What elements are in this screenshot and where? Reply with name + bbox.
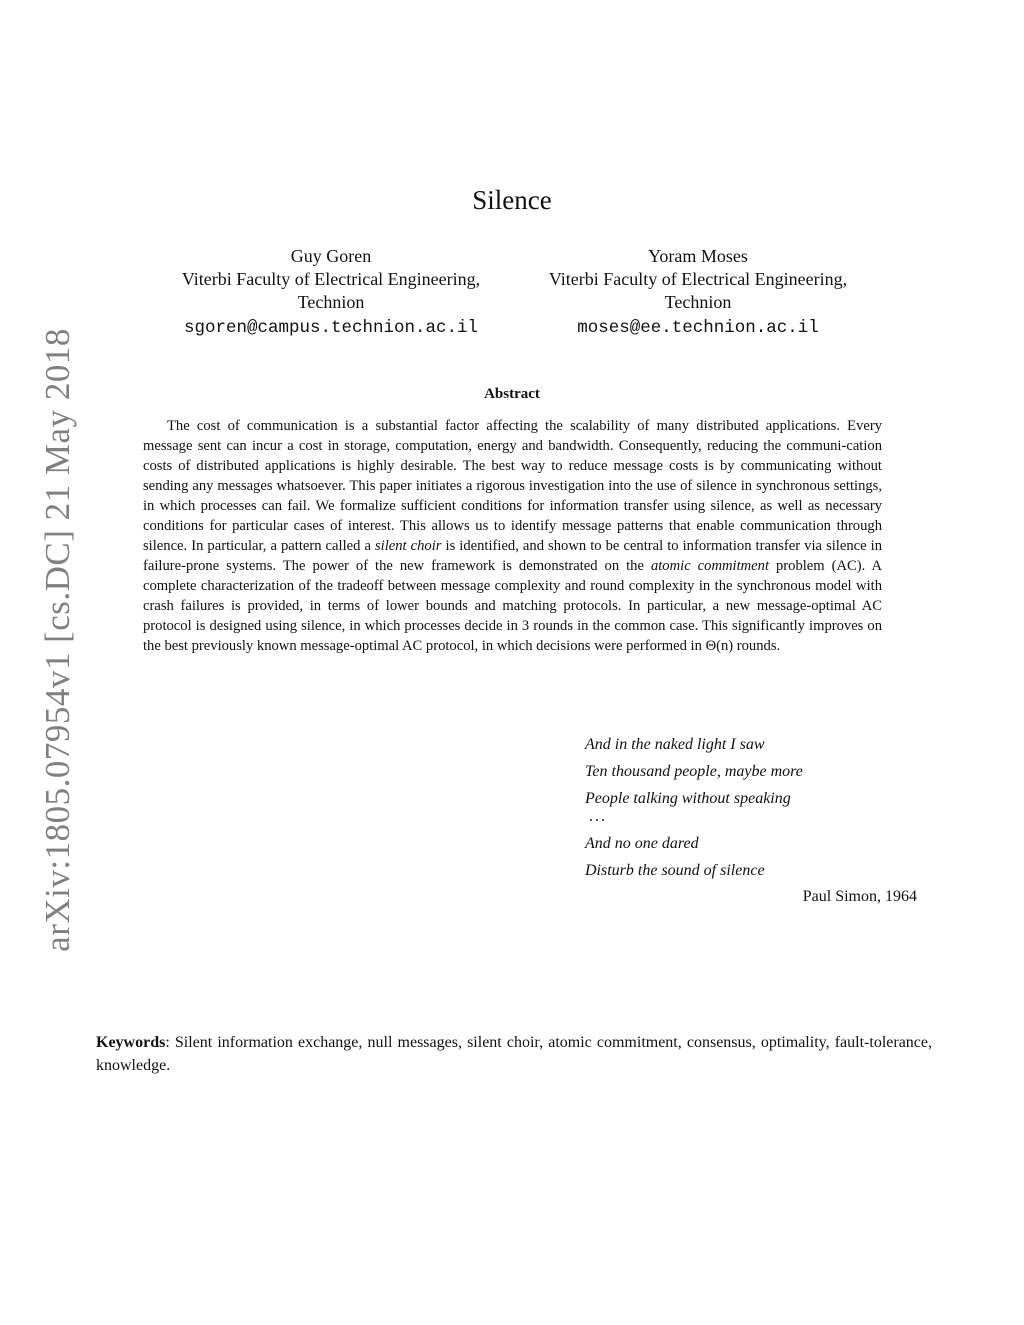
epigraph-line: And no one dared xyxy=(585,835,699,852)
author-block-2 xyxy=(498,245,898,340)
epigraph xyxy=(585,731,803,884)
epigraph-ellipsis: ... xyxy=(589,808,607,825)
abstract-body xyxy=(143,416,882,656)
author-institution: Technion xyxy=(664,292,732,312)
abstract-text: rounds. xyxy=(733,638,781,654)
abstract-term: silent choir xyxy=(374,538,442,554)
keywords-text: : Silent information exchange, null messages, silent choir, atomic commitment, consensus, optimality, fault-tolerance, knowledge. xyxy=(96,1034,932,1074)
author-name: Yoram Moses xyxy=(648,246,748,266)
abstract-text: problem (AC). A complete characterization of the tradeoff between message complexity and round complexity in the synchronous model with crash failures is provided, in terms of lower bounds and matching protocols. In particular, a new message-optimal AC protocol is designed using silence, in which processes decide in 3 rounds in the common case. This significantly improves on the best previously known message-optimal AC protocol, in which decisions were performed in xyxy=(143,558,882,654)
epigraph-credit: Paul Simon, 1964 xyxy=(802,888,917,905)
author-affiliation: Viterbi Faculty of Electrical Engineering, xyxy=(181,269,481,289)
author-block-1 xyxy=(131,245,531,340)
epigraph-line: Ten thousand people, maybe more xyxy=(585,763,803,780)
author-institution: Technion xyxy=(297,292,365,312)
epigraph-line: People talking without speaking xyxy=(585,790,791,807)
arxiv-identifier: arXiv:1805.07954v1 [cs.DC] 21 May 2018 xyxy=(38,328,77,952)
paper-title: Silence xyxy=(472,185,552,215)
abstract-math: Θ(n) xyxy=(705,638,734,654)
author-email: sgoren@campus.technion.ac.il xyxy=(183,318,479,338)
epigraph-line: And in the naked light I saw xyxy=(585,736,765,753)
author-affiliation: Viterbi Faculty of Electrical Engineering, xyxy=(548,269,848,289)
keywords-label: Keywords xyxy=(96,1034,166,1051)
abstract-term: atomic commitment xyxy=(650,558,769,574)
abstract-text: is identified, and shown to be central to information transfer via silence in failure-prone systems. The power of the new framework is demonstrated on the xyxy=(143,538,882,574)
epigraph-line: Disturb the sound of silence xyxy=(585,862,765,879)
author-email: moses@ee.technion.ac.il xyxy=(577,318,819,338)
abstract-text: The cost of communication is a substantial factor affecting the scalability of many distributed applications. Every message sent can incur a cost in storage, computation, energy and bandwidth. Consequently, reducing the communi-cation costs of distributed applications is highly desirable. The best way to reduce message costs is by communicating without sending any messages whatsoever. This paper initiates a rigorous investigation into the use of silence in synchronous settings, in which processes can fail. We formalize sufficient conditions for information transfer using silence, as well as necessary conditions for particular cases of interest. This allows us to identify message patterns that enable communication through silence. In particular, a pattern called a xyxy=(143,418,882,554)
abstract-heading: Abstract xyxy=(484,386,540,402)
keywords xyxy=(96,1031,932,1077)
author-name: Guy Goren xyxy=(290,246,372,266)
